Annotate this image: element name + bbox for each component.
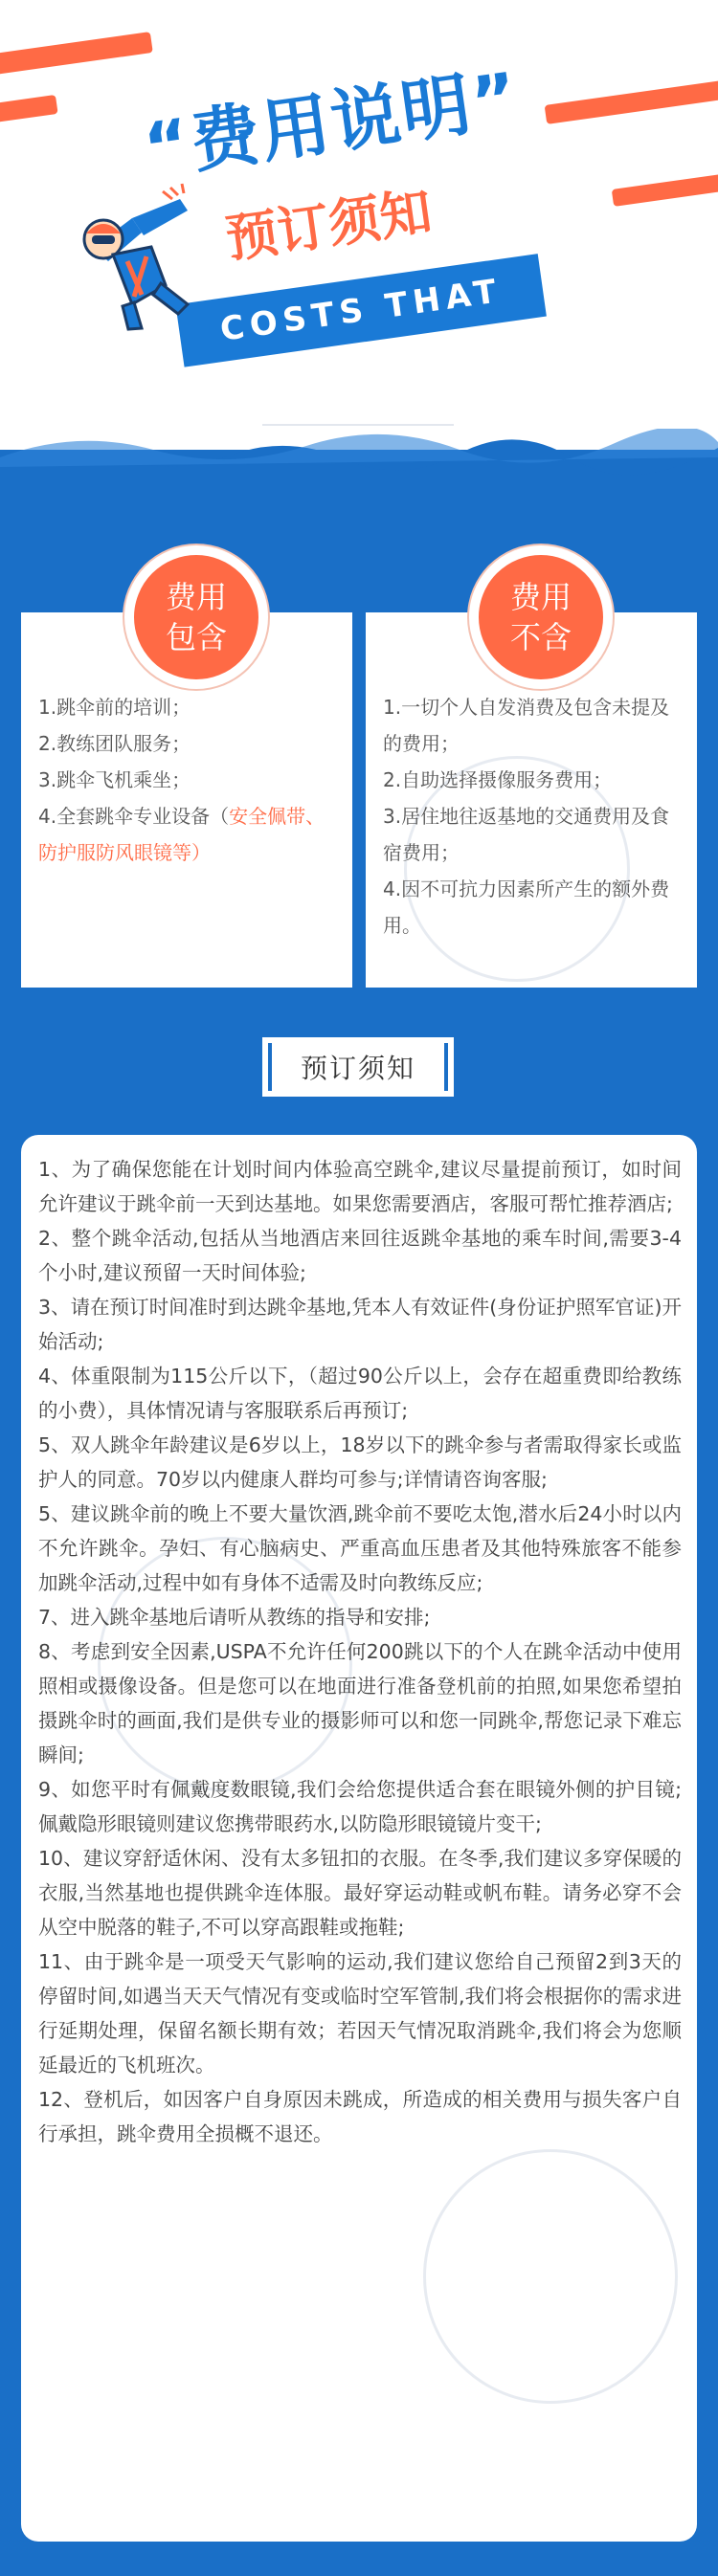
list-item: 2.教练团队服务； xyxy=(38,732,191,755)
header-banner xyxy=(0,0,718,431)
notice-item: 10、建议穿舒适休闲、没有太多钮扣的衣服。在冬季,我们建议多穿保暖的衣服,当然基地也提供跳伞连体服。最好穿运动鞋或帆布鞋。请务必穿不会从空中脱落的鞋子,不可以穿高跟鞋或拖鞋; xyxy=(38,1847,682,1939)
notice-item: 5、建议跳伞前的晚上不要大量饮酒,跳伞前不要吃太饱,潜水后24小时以内不允许跳伞。孕妇、有心脑病史、严重高血压患者及其他特殊旅客不能参加跳伞活动,过程中如有身体不适需及时向教练反应; xyxy=(38,1502,682,1594)
included-badge xyxy=(124,545,268,689)
page-subtitle: 预订须知 xyxy=(222,181,436,270)
decor-stripe xyxy=(0,95,58,124)
list-item: 2.自助选择摄像服务费用； xyxy=(383,768,613,791)
notice-item: 8、考虑到安全因素,USPA不允许任何200跳以下的个人在跳伞活动中使用照相或摄像设备。但是您可以在地面进行准备登机前的拍照,如果您希望拍摄跳伞时的画面,我们是供专业的摄影师可以和您一同跳伞,帮您记录下难忘瞬间; xyxy=(38,1640,682,1766)
list-item: 1.跳伞前的培训； xyxy=(38,696,191,719)
notice-item: 5、双人跳伞年龄建议是6岁以上，18岁以下的跳伞参与者需取得家长或监护人的同意。70岁以内健康人群均可参与;详情请咨询客服; xyxy=(38,1433,682,1491)
included-list xyxy=(38,689,339,871)
list-item-highlight: 安全佩带、防护服防风眼镜等） xyxy=(38,805,325,864)
excluded-list xyxy=(383,689,684,944)
badge-line: 不含 xyxy=(509,619,572,655)
list-item: 4.因不可抗力因素所产生的额外费用。 xyxy=(383,877,670,937)
notice-item: 2、整个跳伞活动,包括从当地酒店来回往返跳伞基地的乘车时间,需要3-4个小时,建议预留一天时间体验; xyxy=(38,1227,682,1284)
page-title: “费用说明” xyxy=(138,56,525,189)
decor-stripe xyxy=(612,172,718,207)
badge-line: 费用 xyxy=(165,579,227,615)
notice-item: 12、登机后，如因客户自身原因未跳成，所造成的相关费用与损失客户自行承担，跳伞费用全损概不退还。 xyxy=(38,2088,682,2145)
badge-line: 费用 xyxy=(509,579,572,615)
notice-list xyxy=(38,1152,682,2151)
notice-item: 3、请在预订时间准时到达跳伞基地,凭本人有效证件(身份证护照军官证)开始活动; xyxy=(38,1296,682,1353)
list-item xyxy=(38,798,339,871)
badge-line: 包含 xyxy=(165,619,227,655)
decor-stripe xyxy=(545,78,718,124)
decor-stripe xyxy=(0,32,153,77)
notice-item: 1、为了确保您能在计划时间内体验高空跳伞,建议尽量提前预订，如时间允许建议于跳伞前一天到达基地。如果您需要酒店，客服可帮忙推荐酒店; xyxy=(38,1158,682,1215)
notice-item: 4、体重限制为115公斤以下，（超过90公斤以上，会存在超重费即给教练的小费），具体情况请与客服联系后再预订; xyxy=(38,1365,682,1422)
excluded-badge xyxy=(469,545,613,689)
list-item: 3.跳伞飞机乘坐； xyxy=(38,768,191,791)
costs-banner-text: COSTS THAT xyxy=(217,271,505,349)
notice-item: 7、进入跳伞基地后请听从教练的指导和安排; xyxy=(38,1606,431,1629)
notice-item: 11、由于跳伞是一项受天气影响的运动,我们建议您给自己预留2到3天的停留时间,如遇当天天气情况有变或临时空军管制,我们将会根据你的需求进行延期处理，保留名额长期有效；若因天气情况取消跳伞,我们将会为您顺延最近的飞机班次。 xyxy=(38,1950,682,2076)
list-item: 1.一切个人自发消费及包含未提及的费用； xyxy=(383,696,670,755)
wave-divider xyxy=(0,429,718,486)
divider xyxy=(262,424,454,426)
watermark-logo-icon xyxy=(423,2149,678,2404)
notice-card xyxy=(21,1135,697,2542)
notice-section-title: 预订须知 xyxy=(262,1037,454,1097)
notice-item: 9、如您平时有佩戴度数眼镜,我们会给您提供适合套在眼镜外侧的护目镜;佩戴隐形眼镜则建议您携带眼药水,以防隐形眼镜镜片变干; xyxy=(38,1778,682,1835)
skydiver-mascot-icon xyxy=(75,180,199,333)
list-item: 3.居住地往返基地的交通费用及食宿费用； xyxy=(383,805,670,864)
list-item-text: 4.全套跳伞专业设备（ xyxy=(38,805,230,828)
